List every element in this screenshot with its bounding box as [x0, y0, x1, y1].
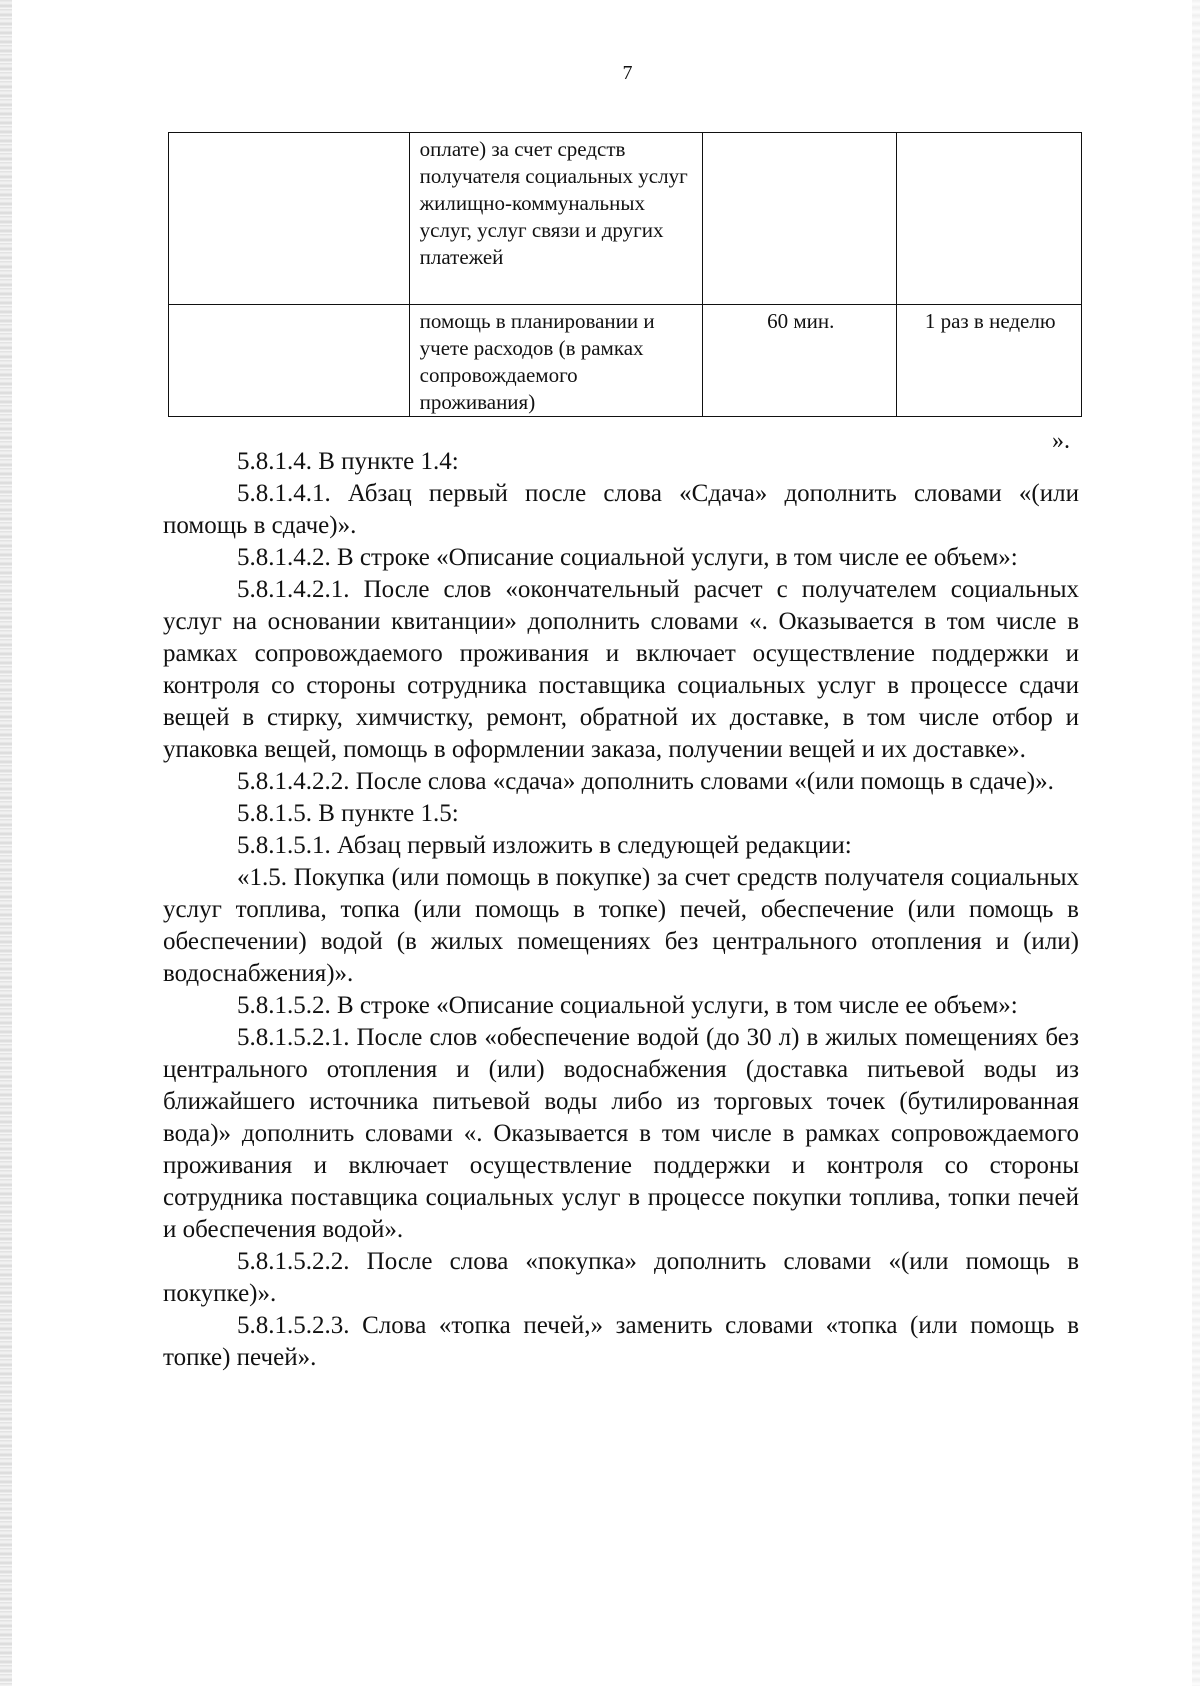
paragraph: 5.8.1.4.2.2. После слова «сдача» дополнить словами «(или помощь в сдаче)».	[237, 768, 1054, 795]
table-cell: помощь в планировании и учете расходов (в рамках сопровождаемого проживания)	[409, 305, 702, 417]
paragraph: 5.8.1.5. В пункте 1.5:	[237, 800, 459, 827]
paragraph: 5.8.1.5.2. В строке «Описание социальной услуги, в том числе ее объем»:	[237, 992, 1018, 1019]
scan-edge-right	[1192, 0, 1200, 1686]
paragraph: 5.8.1.4.2.1. После слов «окончательный расчет с получателем социальных услуг на основании квитанции» дополнить словами «. Оказывается в том числе в рамках сопровождаемого проживания и включает осуществление поддержки и контроля со стороны сотрудника поставщика социальных услуг в процессе сдачи вещей в стирку, химчистку, ремонт, обратной их доставке, в том числе отбор и упаковка вещей, помощь в оформлении заказа, получении вещей и их доставке».	[163, 576, 1079, 763]
paragraph: 5.8.1.5.2.3. Слова «топка печей,» заменить словами «топка (или помощь в топке) печей».	[163, 1312, 1079, 1371]
paragraph: 5.8.1.4. В пункте 1.4:	[237, 448, 459, 475]
services-table	[168, 132, 1082, 417]
table-cell	[897, 133, 1082, 305]
paragraph: 5.8.1.5.2.1. После слов «обеспечение водой (до 30 л) в жилых помещениях без центрального отопления и (или) водоснабжения (доставка питьевой воды из ближайшего источника питьевой воды либо из торговых точек (бутилированная вода)» дополнить словами «. Оказывается в том числе в рамках сопровождаемого проживания и включает осуществление поддержки и контроля со стороны сотрудника поставщика социальных услуг в процессе покупки топлива, топки печей и обеспечения водой».	[163, 1024, 1079, 1243]
table-cell	[169, 305, 410, 417]
paragraph: 5.8.1.5.2.2. После слова «покупка» дополнить словами «(или помощь в покупке)».	[163, 1248, 1079, 1307]
page-number: 7	[622, 62, 633, 84]
paragraph: 5.8.1.4.1. Абзац первый после слова «Сдача» дополнить словами «(или помощь в сдаче)».	[163, 480, 1079, 539]
paragraph: 5.8.1.5.1. Абзац первый изложить в следующей редакции:	[237, 832, 852, 859]
paragraph: 5.8.1.4.2. В строке «Описание социальной услуги, в том числе ее объем»:	[237, 544, 1018, 571]
table-closing-quote: ».	[1052, 428, 1070, 454]
document-body	[163, 446, 1079, 1374]
table-cell: оплате) за счет средств получателя социальных услуг жилищно-коммунальных услуг, услуг связи и других платежей	[409, 133, 702, 305]
table-cell: 60 мин.	[703, 305, 897, 417]
table-cell	[703, 133, 897, 305]
table-row	[169, 305, 1082, 417]
table-row	[169, 133, 1082, 305]
table-cell: 1 раз в неделю	[897, 305, 1082, 417]
scan-edge-left	[0, 0, 12, 1686]
paragraph: «1.5. Покупка (или помощь в покупке) за счет средств получателя социальных услуг топлива, топка (или помощь в топке) печей, обеспечение (или помощь в обеспечении) водой (в жилых помещениях без центрального отопления и (или) водоснабжения)».	[163, 864, 1079, 987]
table-cell	[169, 133, 410, 305]
